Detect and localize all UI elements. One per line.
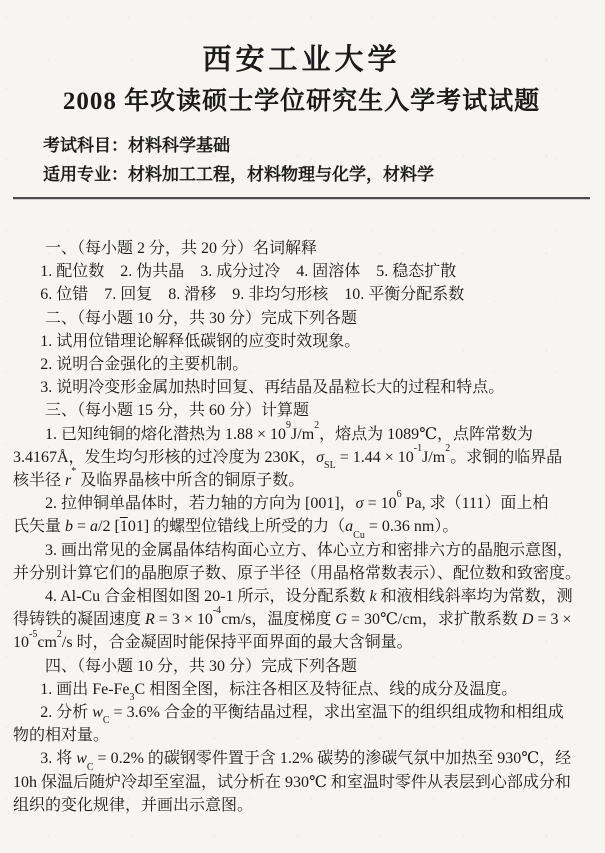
exam-line: 3.4167Å，发生均匀形核的过冷度为 230K，$\sigma_{SL} = 1.44 \times 10^{-1}J/m^2$。求铜的临界晶 — [13, 443, 563, 472]
exam-line: 得铸铁的凝固速度 $R = 3 \times 10^{-4}cm/s$，温度梯度 G = 30℃/cm，求扩散系数 D = 3 × — [13, 605, 572, 629]
header-divider — [13, 197, 590, 199]
exam-line: 1. 试用位错理论解释低碳钢的应变时效现象。 — [40, 332, 361, 350]
university-name: 西安工业大学 — [202, 44, 401, 76]
exam-line: 3. 将 $w_C = 0.2\%$ 的碳钢零件置于含 1.2% 碳势的渗碳气氛中加热至 930℃，经 — [40, 750, 572, 773]
exam-line: 6. 位错 7. 回复 8. 滑移 9. 非均匀形核 10. 平衡分配系数 — [40, 286, 465, 304]
section-1-heading: 一、（每小题 2 分，共 20 分）名词解释 — [45, 240, 318, 257]
exam-line: 10h 保温后随炉冷却至室温，试分析在 930℃ 和室温时零件从表层到心部成分和 — [13, 773, 571, 791]
exam-line: 2. 分析 $w_C = 3.6\%$ 合金的平衡结晶过程，求出室温下的组织组成物和相组成 — [40, 704, 564, 727]
exam-line: 氏矢量 b = a/2 [101] 的螺型位错线上所受的力（$a_{Cu} = 0.36$ nm）。 — [13, 518, 459, 541]
exam-line: 1. 画出 $Fe-Fe_3C$ 相图全图，标注各相区及特征点、线的成分及温度。 — [40, 680, 518, 704]
subject-label: 考试科目： — [43, 136, 128, 155]
section-3-heading: 三、（每小题 15 分，共 60 分）计算题 — [45, 402, 310, 420]
exam-line: 4. Al-Cu 合金相图如图 20-1 所示，设分配系数 k 和液相线斜率均为常数，测 — [45, 588, 573, 606]
exam-majors-line — [43, 160, 590, 189]
exam-body — [13, 237, 590, 817]
exam-line: 3. 说明冷变形金属加热时回复、再结晶及晶粒长大的过程和特点。 — [40, 379, 505, 397]
majors-value: 材料加工工程，材料物理与化学，材料学 — [128, 165, 434, 184]
exam-line: $10^{-5}cm^2/s$ 时，合金凝固时能保持平面界面的最大含铜量。 — [13, 628, 413, 652]
exam-line: 并分别计算它们的晶胞原子数、原子半径（用晶格常数表示）、配位数和致密度。 — [13, 564, 582, 582]
section-2-heading: 二、（每小题 10 分，共 30 分）完成下列各题 — [45, 309, 358, 327]
exam-line: 2. 说明合金强化的主要机制。 — [40, 356, 249, 374]
exam-line: 组织的变化规律，并画出示意图。 — [13, 796, 254, 814]
exam-line: 2. 拉伸铜单晶体时，若力轴的方向为 [001]，$\sigma = 10^6$ Pa, 求（111）面上柏 — [45, 489, 549, 513]
exam-line: 核半径 r* 及临界晶核中所含的铜原子数。 — [13, 466, 305, 490]
exam-line: 3. 画出常见的金属晶体结构面心立方、体心立方和密排六方的晶胞示意图， — [45, 541, 574, 559]
subject-value: 材料科学基础 — [128, 136, 230, 155]
section-4-heading: 四、（每小题 10 分，共 30 分）完成下列各题 — [45, 657, 358, 675]
exam-line: 1. 配位数 2. 伪共晶 3. 成分过冷 4. 固溶体 5. 稳态扩散 — [40, 263, 457, 281]
exam-line: 1. 已知纯铜的熔化潜热为 $1.88 \times 10^9J/m^2$，熔点为 1089℃，点阵常数为 — [45, 419, 534, 443]
exam-meta — [43, 131, 590, 189]
majors-label: 适用专业： — [43, 165, 128, 184]
exam-subject-line — [43, 131, 590, 160]
exam-line: 物的相对量。 — [13, 727, 110, 745]
exam-title: 2008 年攻读硕士学位研究生入学考试试题 — [62, 88, 541, 115]
